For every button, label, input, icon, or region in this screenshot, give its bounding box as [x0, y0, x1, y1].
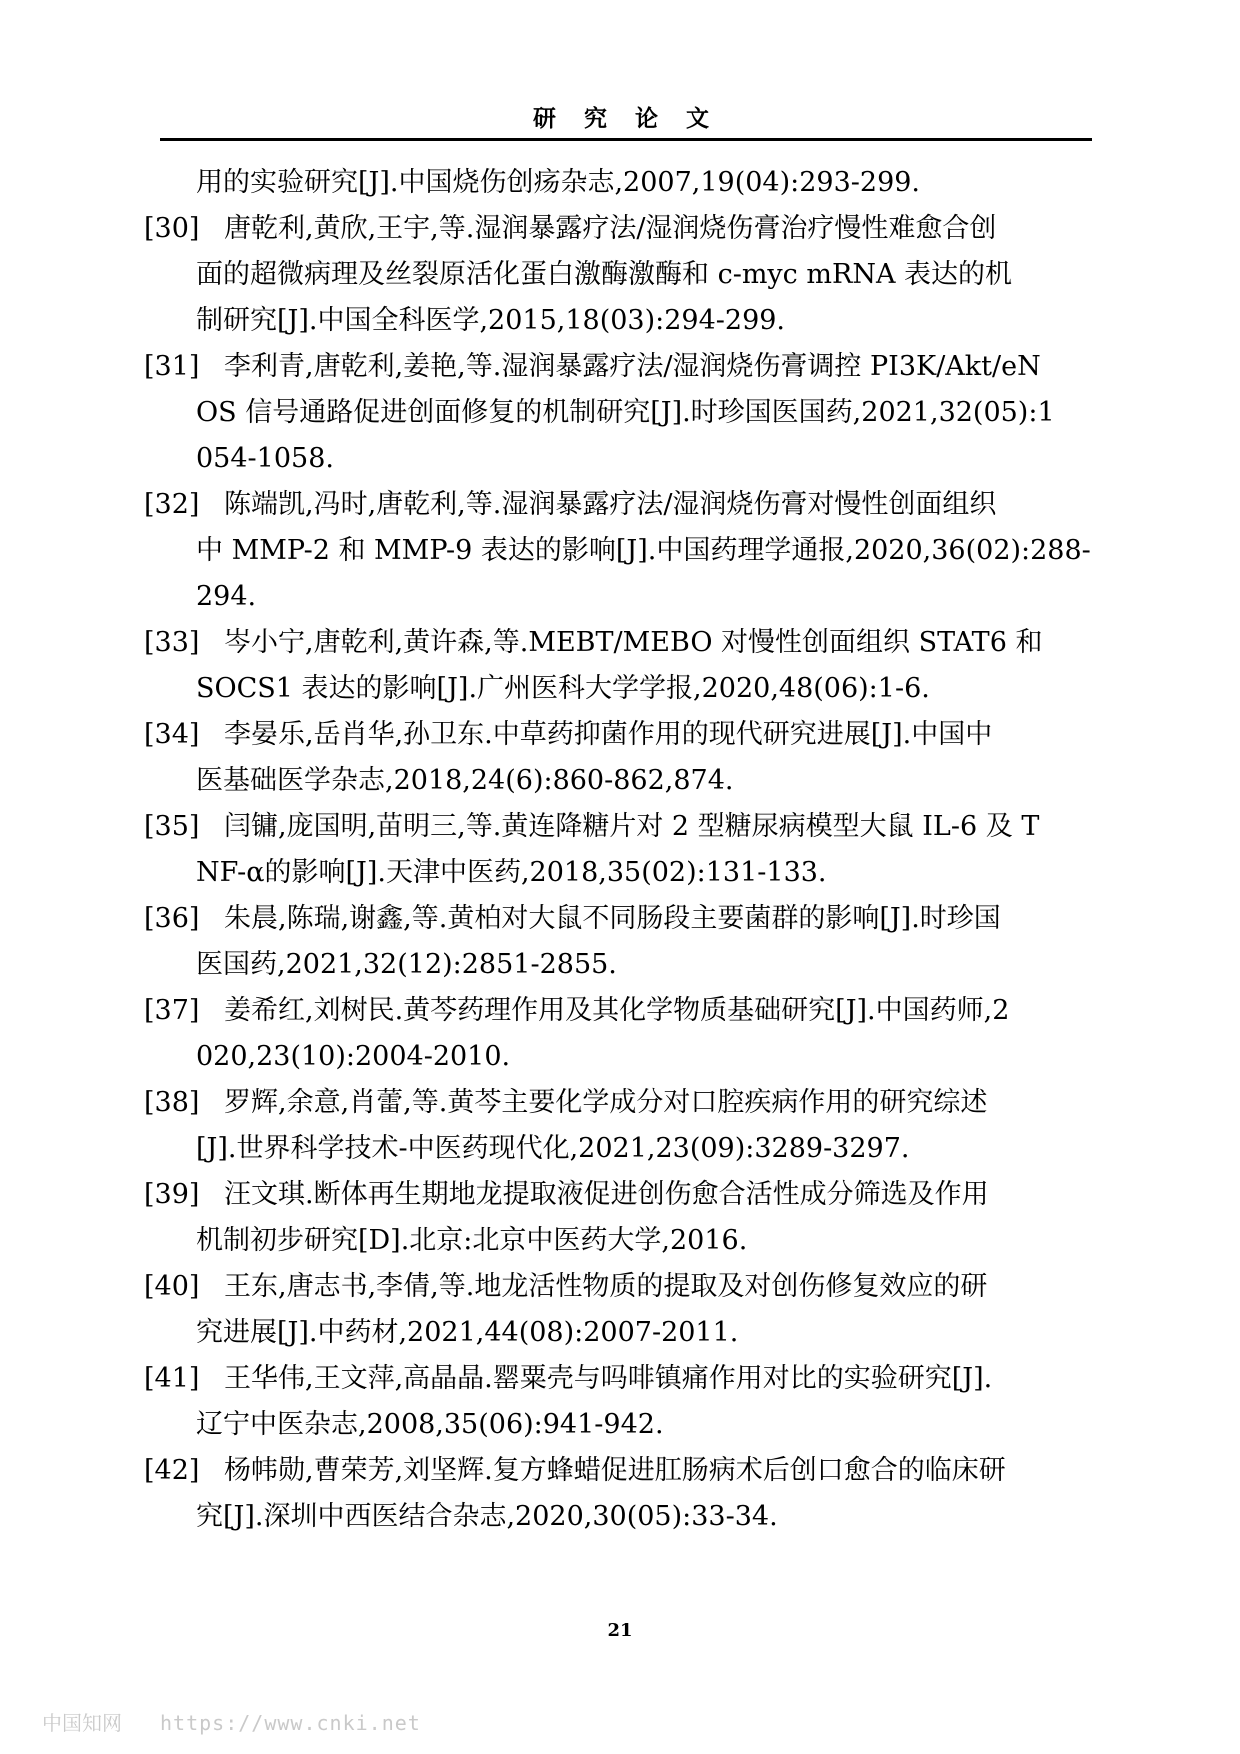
page-number: 21 [607, 1620, 633, 1641]
reference-line: 究[J].深圳中西医结合杂志,2020,30(05):33-34. [196, 1501, 778, 1532]
reference-entry [144, 988, 1092, 1080]
reference-line: 王华伟,王文萍,高晶晶.罂粟壳与吗啡镇痛作用对比的实验研究[J]. [224, 1363, 993, 1394]
reference-line: [J].世界科学技术-中医药现代化,2021,23(09):3289-3297. [196, 1133, 910, 1164]
reference-line: 机制初步研究[D].北京:北京中医药大学,2016. [196, 1225, 748, 1256]
reference-number: [42] [144, 1455, 200, 1486]
reference-number: [35] [144, 811, 200, 842]
reference-line: 王东,唐志书,李倩,等.地龙活性物质的提取及对创伤修复效应的研 [224, 1271, 988, 1302]
reference-line: 唐乾利,黄欣,王宇,等.湿润暴露疗法/湿润烧伤膏治疗慢性难愈合创 [224, 213, 997, 244]
cnki-watermark [42, 1707, 421, 1736]
reference-number: [34] [144, 719, 200, 750]
reference-list [144, 160, 1092, 1540]
reference-number: [40] [144, 1271, 200, 1302]
reference-entry [144, 1448, 1092, 1540]
reference-number: [32] [144, 489, 200, 520]
reference-number: [39] [144, 1179, 200, 1210]
reference-entry [144, 896, 1092, 988]
reference-line: 医国药,2021,32(12):2851-2855. [196, 949, 617, 980]
reference-line: 中 MMP-2 和 MMP-9 表达的影响[J].中国药理学通报,2020,36(02):288- [196, 535, 1091, 566]
reference-entry [144, 620, 1092, 712]
reference-number: [31] [144, 351, 200, 382]
reference-line: 054-1058. [196, 443, 334, 474]
reference-line: 究进展[J].中药材,2021,44(08):2007-2011. [196, 1317, 739, 1348]
reference-line: 面的超微病理及丝裂原活化蛋白激酶激酶和 c-myc mRNA 表达的机 [196, 259, 1013, 290]
reference-line: 杨帏勋,曹荣芳,刘坚辉.复方蜂蜡促进肛肠病术后创口愈合的临床研 [224, 1455, 1006, 1486]
reference-line: 制研究[J].中国全科医学,2015,18(03):294-299. [196, 305, 786, 336]
reference-line: 闫镛,庞国明,苗明三,等.黄连降糖片对 2 型糖尿病模型大鼠 IL-6 及 T [224, 811, 1040, 842]
reference-number: [33] [144, 627, 200, 658]
reference-entry [144, 482, 1092, 620]
reference-line: 医基础医学杂志,2018,24(6):860-862,874. [196, 765, 734, 796]
running-header: 研 究 论 文 [532, 105, 720, 132]
reference-entry [144, 1264, 1092, 1356]
header-rule [160, 138, 1092, 141]
reference-line: 姜希红,刘树民.黄芩药理作用及其化学物质基础研究[J].中国药师,2 [224, 995, 1010, 1026]
reference-number: [30] [144, 213, 200, 244]
reference-line: 辽宁中医杂志,2008,35(06):941-942. [196, 1409, 664, 1440]
reference-number: [37] [144, 995, 200, 1026]
watermark-url: https://www.cnki.net [160, 1711, 421, 1735]
reference-number: [41] [144, 1363, 200, 1394]
reference-number: [36] [144, 903, 200, 934]
watermark-brand: 中国知网 [42, 1711, 122, 1735]
reference-entry [144, 1080, 1092, 1172]
reference-line: 罗辉,余意,肖蕾,等.黄芩主要化学成分对口腔疾病作用的研究综述 [224, 1087, 988, 1118]
reference-continuation: 用的实验研究[J].中国烧伤创疡杂志,2007,19(04):293-299. [196, 167, 921, 198]
reference-entry [144, 1172, 1092, 1264]
reference-line: 李晏乐,岳肖华,孙卫东.中草药抑菌作用的现代研究进展[J].中国中 [224, 719, 993, 750]
reference-number: [38] [144, 1087, 200, 1118]
reference-line: 294. [196, 581, 257, 612]
reference-line: 岑小宁,唐乾利,黄许森,等.MEBT/MEBO 对慢性创面组织 STAT6 和 [224, 627, 1043, 658]
reference-line: NF-α的影响[J].天津中医药,2018,35(02):131-133. [196, 857, 827, 888]
reference-line: OS 信号通路促进创面修复的机制研究[J].时珍国医国药,2021,32(05):1 [196, 397, 1055, 428]
reference-entry [144, 712, 1092, 804]
reference-entry [144, 804, 1092, 896]
reference-entry [144, 344, 1092, 482]
reference-line: SOCS1 表达的影响[J].广州医科大学学报,2020,48(06):1-6. [196, 673, 930, 704]
reference-entries [144, 206, 1092, 1540]
reference-line: 朱晨,陈瑞,谢鑫,等.黄柏对大鼠不同肠段主要菌群的影响[J].时珍国 [224, 903, 1001, 934]
reference-line: 020,23(10):2004-2010. [196, 1041, 511, 1072]
reference-entry [144, 1356, 1092, 1448]
reference-entry [144, 206, 1092, 344]
reference-line: 汪文琪.断体再生期地龙提取液促进创伤愈合活性成分筛选及作用 [224, 1179, 989, 1210]
reference-line: 陈端凯,冯时,唐乾利,等.湿润暴露疗法/湿润烧伤膏对慢性创面组织 [224, 489, 997, 520]
reference-line: 李利青,唐乾利,姜艳,等.湿润暴露疗法/湿润烧伤膏调控 PI3K/Akt/eN [224, 351, 1041, 382]
